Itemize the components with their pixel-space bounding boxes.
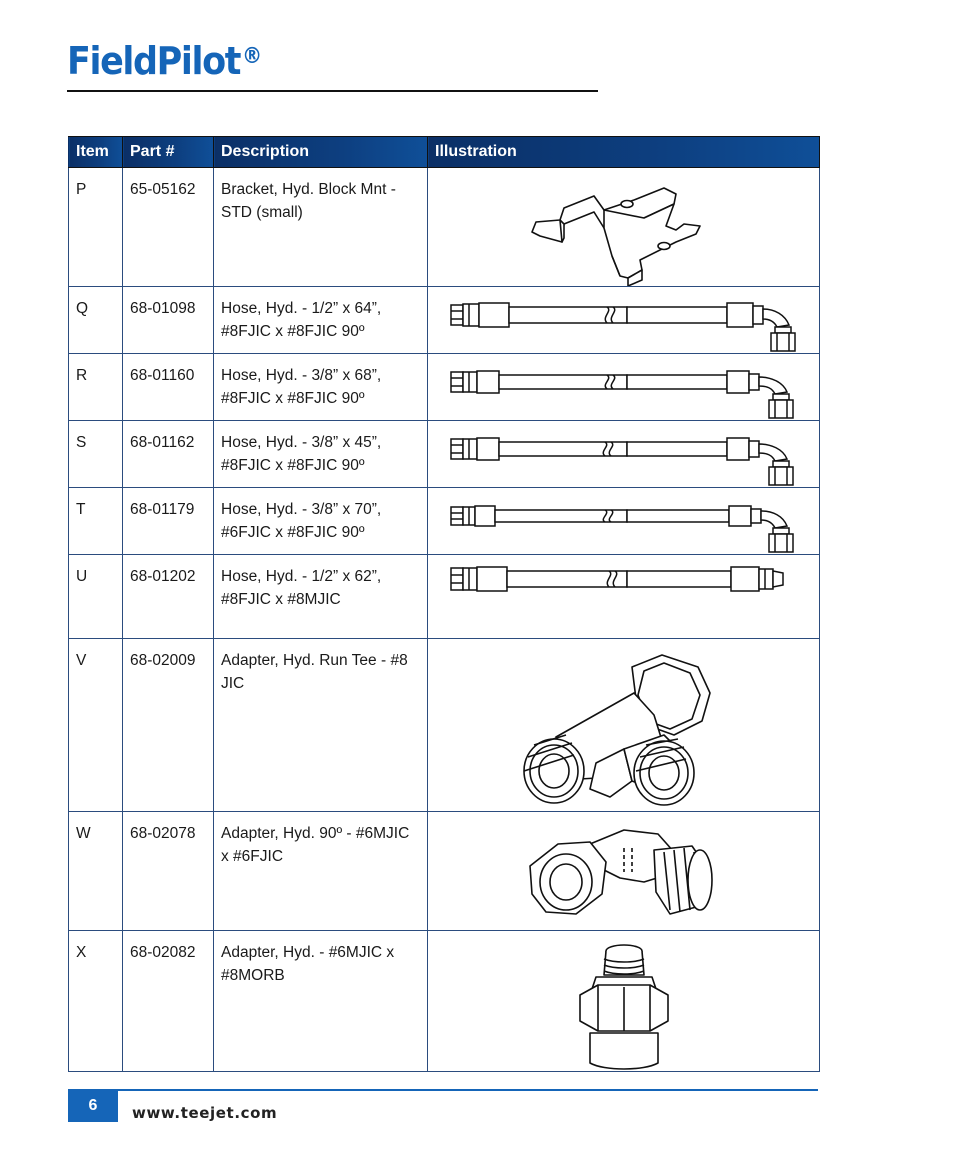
part-number-cell: 68-01098 [123,287,214,354]
table-row [69,287,820,354]
table-row [69,639,820,812]
table-row [69,421,820,488]
brand-name: FieldPilot [67,39,241,83]
item-cell: S [69,421,123,488]
item-cell: V [69,639,123,812]
part-number-cell: 65-05162 [123,168,214,287]
description-cell: Adapter, Hyd. - #6MJIC x #8MORB [214,931,428,1072]
website-link[interactable]: www.teejet.com [132,1104,278,1122]
hose-illustration [449,561,799,597]
registered-mark: ® [241,44,263,69]
table-row [69,354,820,421]
illustration-cell [428,168,820,287]
description-cell: Bracket, Hyd. Block Mnt - STD (small) [214,168,428,287]
illustration-cell [428,639,820,812]
hose-illustration [449,297,799,353]
part-number-cell: 68-02082 [123,931,214,1072]
page-number: 6 [68,1089,118,1122]
illustration-cell [428,421,820,488]
description-cell: Adapter, Hyd. Run Tee - #8 JIC [214,639,428,812]
table-row [69,168,820,287]
column-header-illustration: Illustration [428,137,820,168]
table-header-row [69,137,820,168]
header-rule [67,90,598,92]
brand-logo [67,39,263,83]
elbow-adapter-illustration [524,822,724,930]
bracket-illustration [524,178,724,286]
description-cell: Hose, Hyd. - 3/8” x 68”, #8FJIC x #8FJIC 90º [214,354,428,421]
item-cell: W [69,812,123,931]
parts-table [68,136,820,1072]
description-cell: Hose, Hyd. - 1/2” x 64”, #8FJIC x #8FJIC 90º [214,287,428,354]
part-number-cell: 68-01179 [123,488,214,555]
part-number-cell: 68-01202 [123,555,214,639]
item-cell: T [69,488,123,555]
table-row [69,812,820,931]
item-cell: R [69,354,123,421]
description-cell: Hose, Hyd. - 1/2” x 62”, #8FJIC x #8MJIC [214,555,428,639]
illustration-cell [428,812,820,931]
description-cell: Hose, Hyd. - 3/8” x 45”, #8FJIC x #8FJIC 90º [214,421,428,488]
illustration-cell [428,488,820,555]
hose-illustration [449,431,799,487]
run-tee-illustration [514,649,734,811]
item-cell: P [69,168,123,287]
straight-adapter-illustration [574,941,674,1071]
part-number-cell: 68-02078 [123,812,214,931]
description-cell: Hose, Hyd. - 3/8” x 70”, #6FJIC x #8FJIC 90º [214,488,428,555]
column-header-part: Part # [123,137,214,168]
part-number-cell: 68-01160 [123,354,214,421]
hose-illustration [449,498,799,554]
item-cell: Q [69,287,123,354]
illustration-cell [428,555,820,639]
illustration-cell [428,931,820,1072]
item-cell: X [69,931,123,1072]
part-number-cell: 68-02009 [123,639,214,812]
table-row [69,931,820,1072]
item-cell: U [69,555,123,639]
column-header-description: Description [214,137,428,168]
illustration-cell [428,287,820,354]
description-cell: Adapter, Hyd. 90º - #6MJIC x #6FJIC [214,812,428,931]
illustration-cell [428,354,820,421]
part-number-cell: 68-01162 [123,421,214,488]
hose-illustration [449,364,799,420]
table-row [69,488,820,555]
table-row [69,555,820,639]
footer-rule [68,1089,818,1091]
column-header-item: Item [69,137,123,168]
